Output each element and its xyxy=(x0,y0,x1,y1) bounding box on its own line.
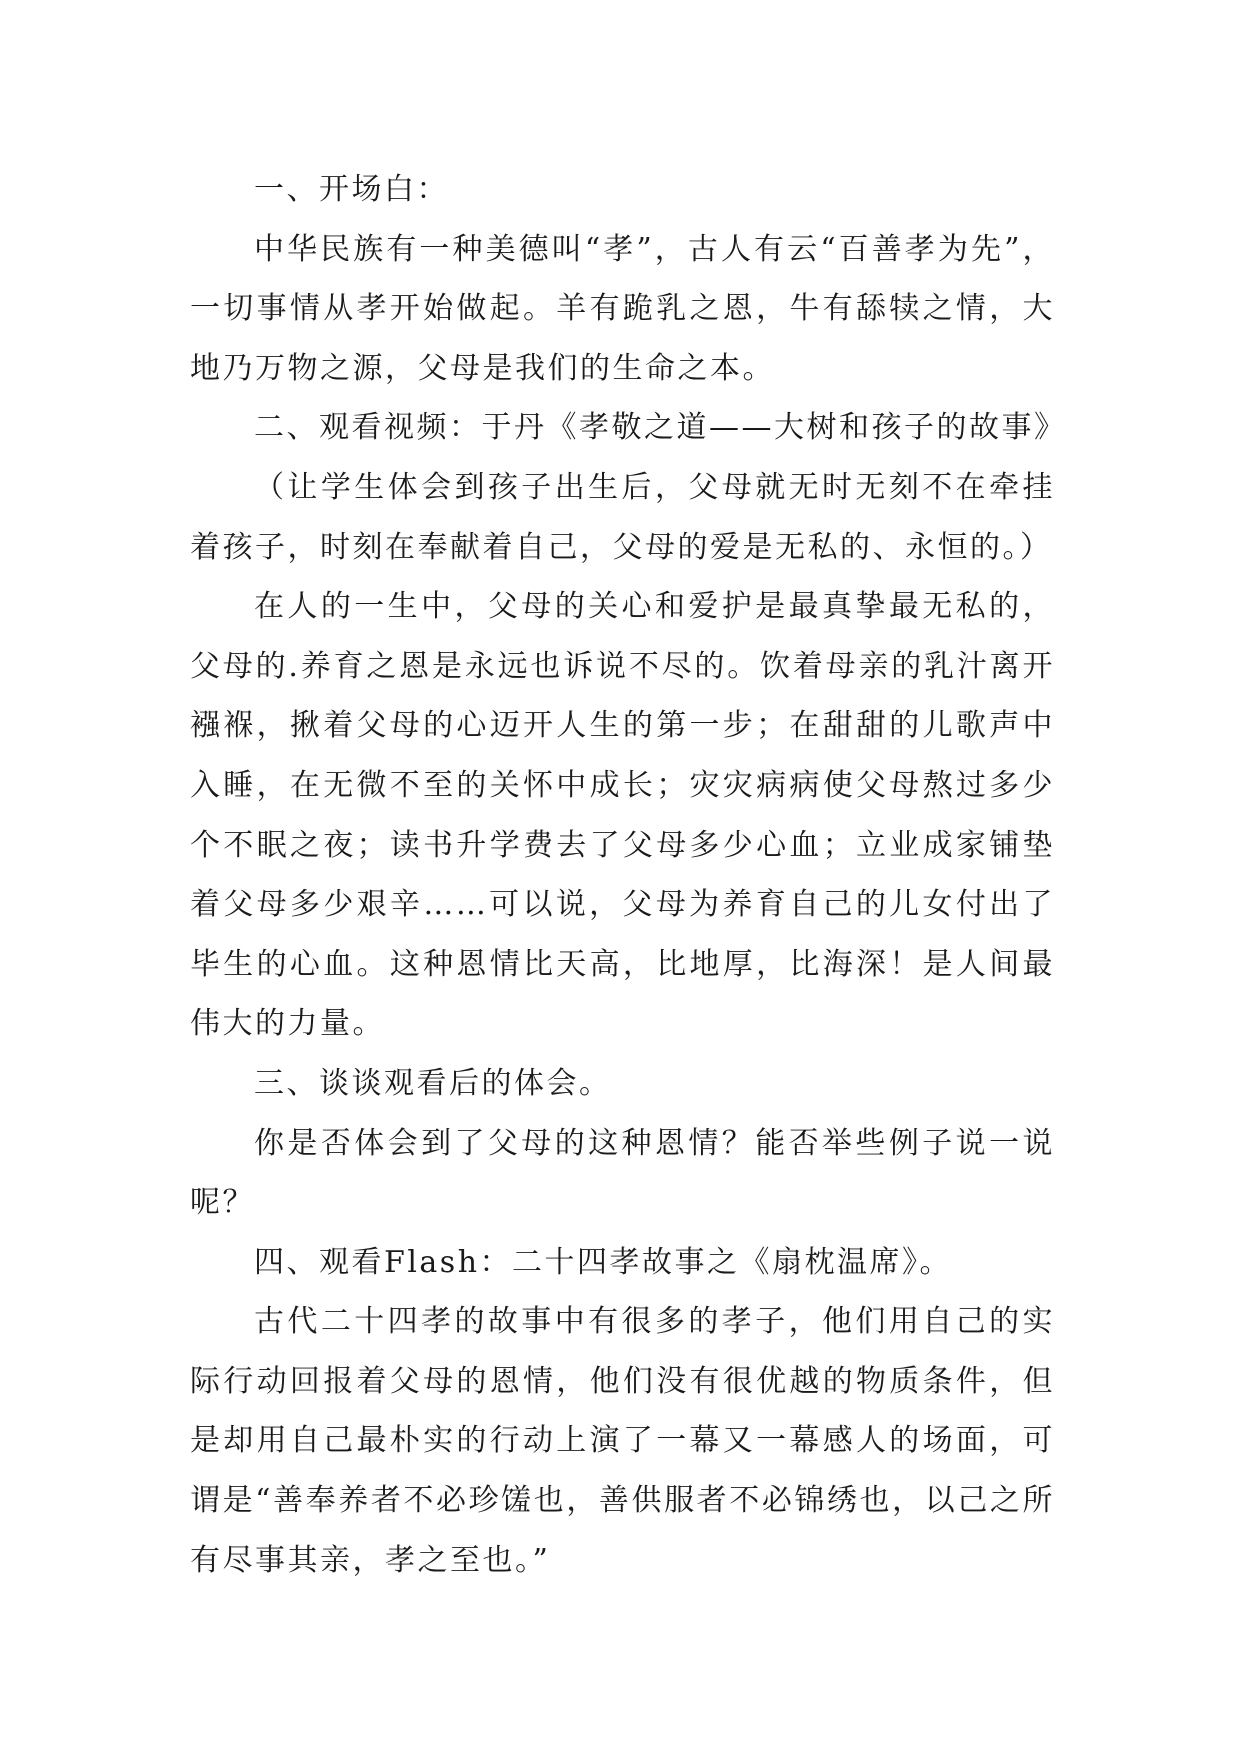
heading-opening: 一、开场白： xyxy=(254,172,449,207)
heading-watch-flash: 四、观看Flash：二十四孝故事之《扇枕温席》。 xyxy=(254,1244,953,1280)
heading-discussion: 三、谈谈观看后的体会。 xyxy=(254,1065,612,1101)
paragraph-discussion-question: 你是否体会到了父母的这种恩情？能否举些例子说一说呢？ xyxy=(190,1125,1055,1221)
paragraph-filial-virtue: 中华民族有一种美德叫“孝”，古人有云“百善孝为先”，一切事情从孝开始做起。羊有跪乳之恩，牛有舔犊之情，大地乃万物之源，父母是我们的生命之本。 xyxy=(190,231,1055,386)
paragraph-ancient-stories: 古代二十四孝的故事中有很多的孝子，他们用自己的实际行动回报着父母的恩情，他们没有很优越的物质条件，但是却用自己最朴实的行动上演了一幕又一幕感人的场面，可谓是“善奉养者不必珍馐也，善供服者不必锦绣也，以己之所有尽事其亲，孝之至也。” xyxy=(190,1304,1055,1578)
document-body xyxy=(190,160,1067,1590)
paragraph-parents-love: 在人的一生中，父母的关心和爱护是最真挚最无私的，父母的.养育之恩是永远也诉说不尽的。饮着母亲的乳汁离开襁褓，揪着父母的心迈开人生的第一步；在甜甜的儿歌声中入睡，在无微不至的关怀中成长；灾灾病病使父母熬过多少个不眠之夜；读书升学费去了父母多少心血；立业成家铺垫着父母多少艰辛……可以说，父母为养育自己的儿女付出了毕生的心血。这种恩情比天高，比地厚，比海深！是人间最伟大的力量。 xyxy=(190,589,1055,1042)
paragraph-video-note: （让学生体会到孩子出生后，父母就无时无刻不在牵挂着孩子，时刻在奉献着自己，父母的爱是无私的、永恒的。） xyxy=(190,469,1055,565)
heading-watch-video: 二、观看视频：于丹《孝敬之道——大树和孩子的故事》 xyxy=(254,410,1067,446)
